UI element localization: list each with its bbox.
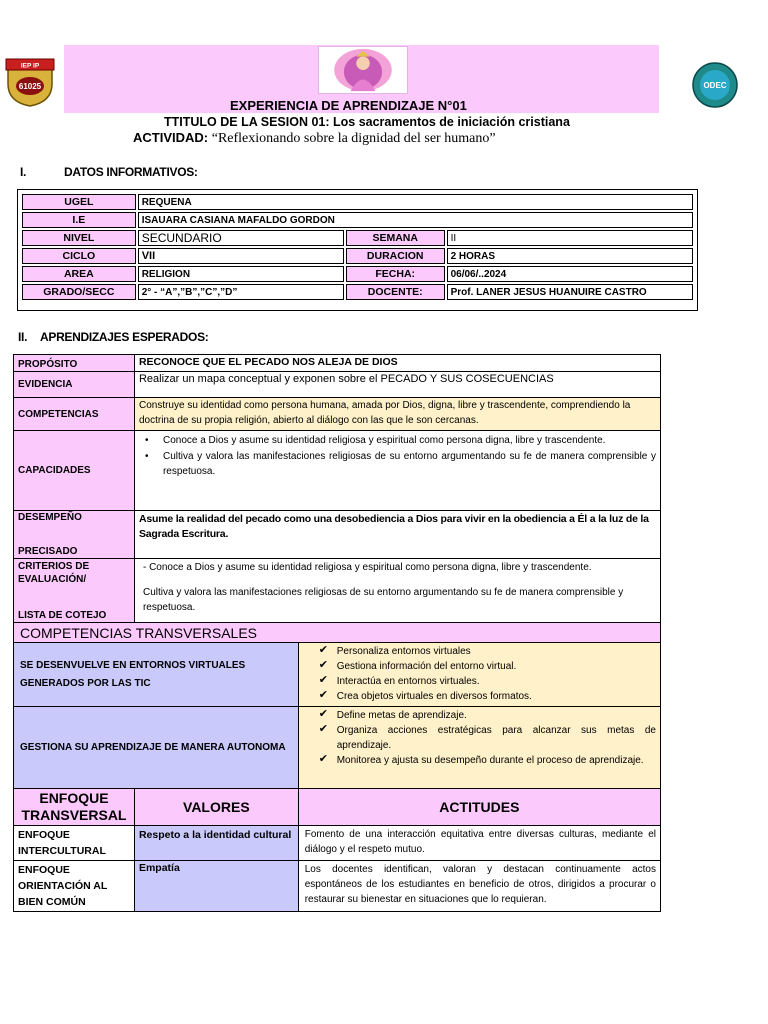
checkmark-icon: ✔ [318, 674, 328, 686]
valores-header: VALORES [134, 789, 298, 826]
aprendizajes-table [13, 354, 661, 912]
area-value: RELIGION [138, 266, 344, 282]
actitud-intercultural: Fomento de una interacción equitativa entre diversas culturas, mediante el diálogo y el respeto mutuo. [298, 826, 660, 861]
virgin-image [318, 46, 408, 94]
autonoma-item [303, 723, 656, 753]
semana-label: SEMANA [346, 230, 445, 246]
checkmark-icon: ✔ [318, 644, 328, 656]
capacidad-text: Cultiva y valora las manifestaciones religiosas de su entorno argumentando su fe de manera comprensible y respetuosa. [162, 451, 656, 477]
section-1-number: I. [20, 165, 27, 179]
competencias-value: Construye su identidad como persona humana, amada por Dios, digna, libre y trascendente, comprendiendo la doctrina de su propia religión, abierto al diálogo con las que le son cercanas. [134, 398, 660, 431]
enfoque-intercultural: ENFOQUE INTERCULTURAL [14, 826, 135, 861]
activity-line [133, 130, 496, 147]
nivel-label: NIVEL [22, 230, 136, 246]
area-label: AREA [22, 266, 136, 282]
tic-item [303, 674, 656, 689]
tic-item-text: Interactúa en entornos virtuales. [336, 676, 480, 687]
autonoma-item-text: Organiza acciones estratégicas para alcanzar sus metas de aprendizaje. [336, 725, 656, 751]
ugel-label: UGEL [22, 194, 136, 210]
capacidades-label: CAPACIDADES [14, 431, 135, 511]
school-logo [2, 54, 58, 108]
criterios-label: CRITERIOS DE EVALUACIÓN/ [18, 561, 90, 585]
valor-respeto: Respeto a la identidad cultural [134, 826, 298, 861]
activity-label: ACTIVIDAD: [133, 130, 209, 145]
checkmark-icon: ✔ [318, 689, 328, 701]
ugel-value: REQUENA [138, 194, 693, 210]
semana-value: II [447, 230, 693, 246]
grado-value: 2° - “A”,”B”,”C”,”D” [138, 284, 344, 300]
competencias-transversales-title: COMPETENCIAS TRANSVERSALES [14, 623, 661, 643]
enfoque-header: ENFOQUE TRANSVERSAL [14, 789, 135, 826]
tic-item-text: Gestiona información del entorno virtual. [336, 661, 517, 672]
capacidad-text: Conoce a Dios y asume su identidad religiosa y espiritual como persona digna, libre y trascendente. [162, 435, 606, 446]
checkmark-icon: ✔ [318, 723, 328, 735]
desempeno-label: DESEMPEÑO [18, 512, 82, 523]
desempeno-cell [14, 511, 135, 559]
section-2-heading [18, 330, 208, 344]
competencias-label: COMPETENCIAS [14, 398, 135, 431]
experience-title: EXPERIENCIA DE APRENDIZAJE N°01 [230, 98, 467, 113]
criterio-1: - Conoce a Dios y asume su identidad religiosa y espiritual como persona digna, libre y trascendente. [142, 562, 592, 573]
proposito-label: PROPÓSITO [14, 355, 135, 372]
ciclo-value: VII [138, 248, 344, 264]
evidencia-value: Realizar un mapa conceptual y exponen sobre el PECADO Y SUS COSECUENCIAS [134, 372, 660, 398]
docente-value: Prof. LANER JESUS HUANUIRE CASTRO [447, 284, 693, 300]
bullet-icon: • [144, 451, 149, 462]
enfoque-bien-comun: ENFOQUE ORIENTACIÓN AL BIEN COMÚN [14, 861, 135, 912]
ciclo-label: CICLO [22, 248, 136, 264]
autonoma-competencia-label: GESTIONA SU APRENDIZAJE DE MANERA AUTONOMA [14, 707, 299, 789]
capacidades-list [134, 431, 660, 511]
tic-item [303, 644, 656, 659]
ie-value: ISAUARA CASIANA MAFALDO GORDON [138, 212, 693, 228]
checkmark-icon: ✔ [318, 753, 328, 765]
autonoma-item [303, 708, 656, 723]
actitudes-header: ACTITUDES [298, 789, 660, 826]
criterio-2: Cultiva y valora las manifestaciones religiosas de su entorno argumentando su fe de manera comprensible y respetuosa. [142, 587, 624, 613]
school-logo-number: 61025 [18, 82, 42, 91]
desempeno-value: Asume la realidad del pecado como una desobediencia a Dios para vivir en la obediencia a Él a la luz de la Sagrada Escritura. [134, 511, 660, 559]
nivel-value: SECUNDARIO [138, 230, 344, 246]
capacidad-item [139, 449, 656, 479]
grado-label: GRADO/SECC [22, 284, 136, 300]
section-1-title: DATOS INFORMATIVOS: [64, 165, 198, 179]
section-1-heading [20, 165, 198, 179]
tic-item-text: Crea objetos virtuales en diversos formatos. [336, 691, 532, 702]
tic-list [298, 643, 660, 707]
tic-item [303, 659, 656, 674]
actitud-bien-comun: Los docentes identifican, valoran y destacan continuamente actos espontáneos de los estudiantes en beneficio de otros, dirigidos a procurar o restaurar su bienestar en situaciones que lo requieran. [298, 861, 660, 912]
section-2-title: APRENDIZAJES ESPERADOS: [40, 330, 209, 344]
lista-cotejo-label: LISTA DE COTEJO [18, 610, 107, 621]
docente-label: DOCENTE: [346, 284, 445, 300]
autonoma-list [298, 707, 660, 789]
precisado-label: PRECISADO [18, 546, 78, 557]
ie-label: I.E [22, 212, 136, 228]
datos-table [17, 189, 698, 311]
checkmark-icon: ✔ [318, 708, 328, 720]
odec-logo-text: ODEC [703, 81, 727, 90]
section-2-number: II. [18, 330, 28, 344]
autonoma-item-text: Monitorea y ajusta su desempeño durante el proceso de aprendizaje. [336, 755, 644, 766]
valor-empatia: Empatía [134, 861, 298, 912]
fecha-value: 06/06/..2024 [447, 266, 693, 282]
capacidad-item [139, 433, 656, 448]
criterios-cell-values [134, 559, 660, 623]
duracion-value: 2 HORAS [447, 248, 693, 264]
odec-logo [690, 62, 740, 108]
session-title: TTITULO DE LA SESION 01: Los sacramentos de iniciación cristiana [164, 115, 570, 129]
criterios-cell [14, 559, 135, 623]
school-logo-top-text: IEP IP [20, 62, 40, 70]
bullet-icon: • [144, 435, 149, 446]
evidencia-label: EVIDENCIA [14, 372, 135, 398]
tic-item [303, 689, 656, 704]
autonoma-item-text: Define metas de aprendizaje. [336, 710, 467, 721]
fecha-label: FECHA: [346, 266, 445, 282]
autonoma-item [303, 753, 656, 768]
activity-text: “Reflexionando sobre la dignidad del ser humano” [211, 131, 496, 146]
tic-item-text: Personaliza entornos virtuales [336, 646, 471, 657]
tic-competencia-label: SE DESENVUELVE EN ENTORNOS VIRTUALES GENERADOS POR LAS TIC [14, 643, 299, 707]
proposito-value: RECONOCE QUE EL PECADO NOS ALEJA DE DIOS [134, 355, 660, 372]
duracion-label: DURACION [346, 248, 445, 264]
checkmark-icon: ✔ [318, 659, 328, 671]
